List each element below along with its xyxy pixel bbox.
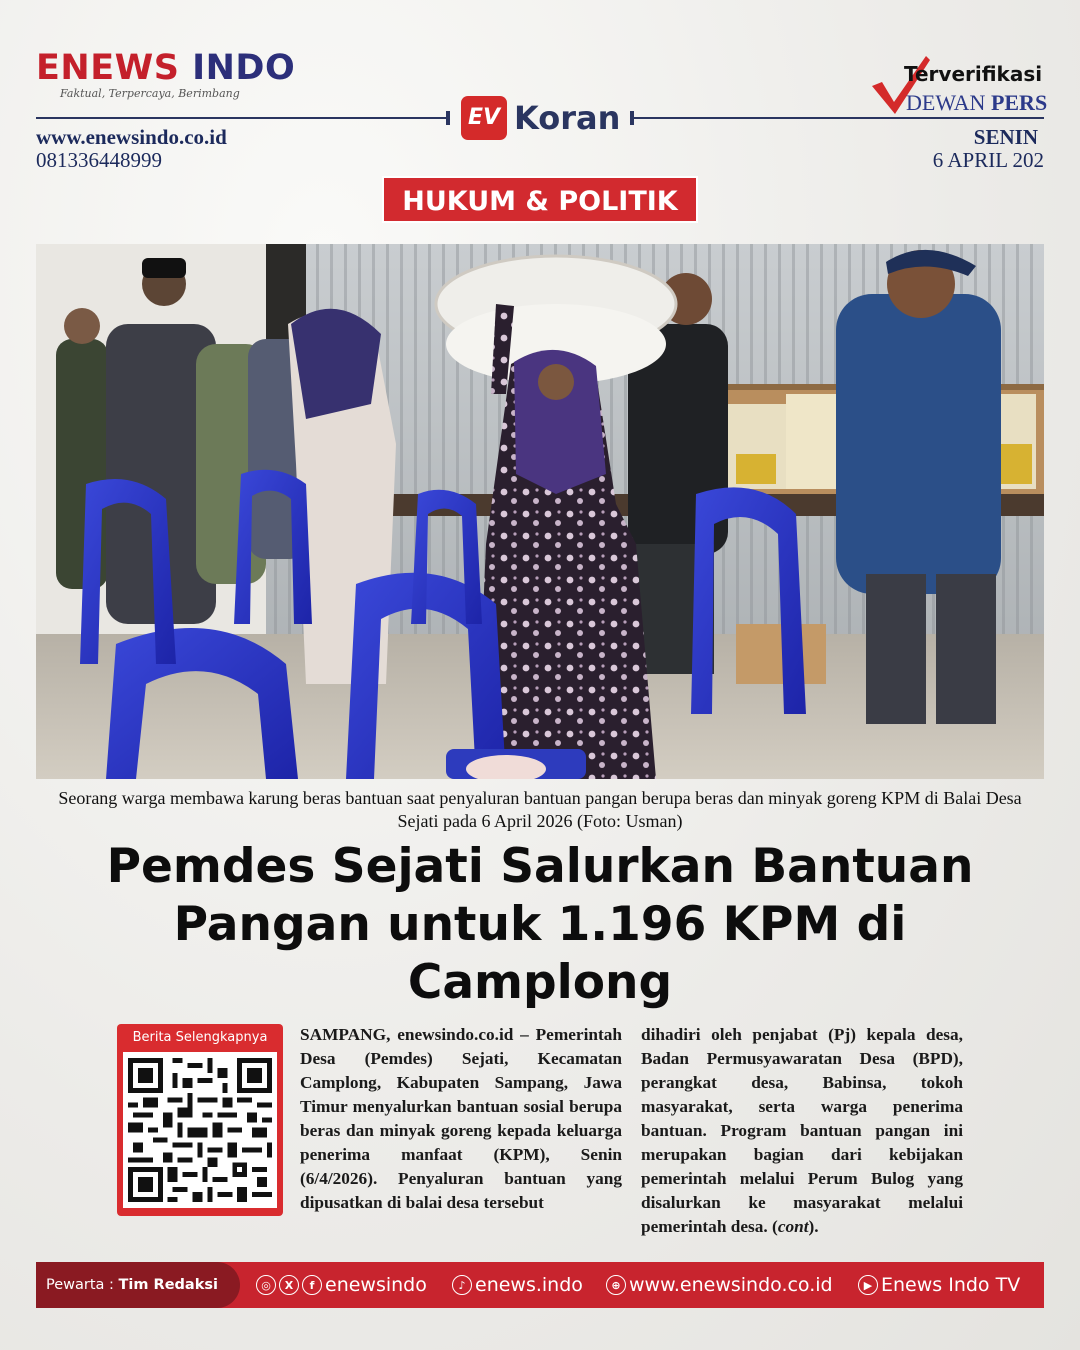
social-handle[interactable]: enewsindo <box>325 1274 427 1296</box>
section-title: Koran <box>514 99 621 137</box>
divider-cap-right <box>630 111 634 125</box>
article-column-2: dihadiri oleh penjabat (Pj) kepala desa, Badan Permusyawaratan Desa (BPD), perangkat desa, Babinsa, tokoh masyarakat, serta warga penerima bantuan. Program bantuan pangan ini merupakan bagian dari kebijakan pemerintah melalui Perum Bulog yang disalurkan ke masyarakat melalui pemerintah desa. (cont). <box>641 1025 963 1236</box>
youtube-channel[interactable]: Enews Indo TV <box>881 1274 1021 1296</box>
globe-icon[interactable]: ⊕ <box>606 1275 626 1295</box>
x-icon[interactable]: X <box>279 1275 299 1295</box>
verified-org: DEWAN PERS <box>906 90 1048 115</box>
edition-day: SENIN <box>973 125 1038 149</box>
tiktok-handle[interactable]: enews.indo <box>475 1274 583 1296</box>
tiktok-link[interactable] <box>452 1262 583 1308</box>
qr-code-icon[interactable] <box>128 1058 272 1202</box>
article-photo <box>36 244 1044 779</box>
social-links[interactable] <box>256 1262 427 1308</box>
header-divider-left <box>36 117 450 119</box>
edition-date: 6 APRIL 202 <box>932 148 1044 172</box>
continued-marker: cont <box>777 1217 809 1236</box>
article-headline: Pemdes Sejati Salurkan Bantuan Pangan untuk 1.196 KPM di Camplong <box>106 839 974 1010</box>
divider-cap-left <box>446 111 450 125</box>
header-website-link[interactable]: www.enewsindo.co.id <box>36 125 227 149</box>
qr-label: Berita Selengkapnya <box>132 1030 268 1045</box>
brand-tagline: Faktual, Terpercaya, Berimbang <box>60 87 240 100</box>
youtube-link[interactable] <box>858 1262 1020 1308</box>
verified-label: Terverifikasi <box>904 62 1043 86</box>
brand-logo: ENEWS INDO <box>36 48 296 88</box>
facebook-icon[interactable]: f <box>302 1275 322 1295</box>
header-phone: 081336448999 <box>36 148 162 172</box>
ev-logo-icon: EV <box>461 96 507 140</box>
footer-website[interactable]: www.enewsindo.co.id <box>629 1274 833 1296</box>
instagram-icon[interactable]: ◎ <box>256 1275 276 1295</box>
photo-caption: Seorang warga membawa karung beras bantuan saat penyaluran bantuan pangan berupa beras dan minyak goreng KPM di Balai Desa Sejati pada 6 April 2026 (Foto: Usman) <box>58 788 1022 831</box>
article-column-1: SAMPANG, enewsindo.co.id – Pemerintah Desa (Pemdes) Sejati, Kecamatan Camplong, Kabupaten Sampang, Jawa Timur menyalurkan bantuan sosial berupa beras dan minyak goreng kepada keluarga penerima manfaat (KPM), Senin (6/4/2026). Penyaluran bantuan yang dipusatkan di balai desa tersebut <box>300 1025 622 1212</box>
footer-website-link[interactable] <box>606 1262 833 1308</box>
reporter-credit: Pewarta : Tim Redaksi <box>46 1277 218 1293</box>
photo-illustration <box>36 244 1044 779</box>
rubric-badge: HUKUM & POLITIK <box>382 176 698 223</box>
header-divider-right <box>634 117 1044 119</box>
youtube-icon[interactable]: ▶ <box>858 1275 878 1295</box>
tiktok-icon[interactable]: ♪ <box>452 1275 472 1295</box>
